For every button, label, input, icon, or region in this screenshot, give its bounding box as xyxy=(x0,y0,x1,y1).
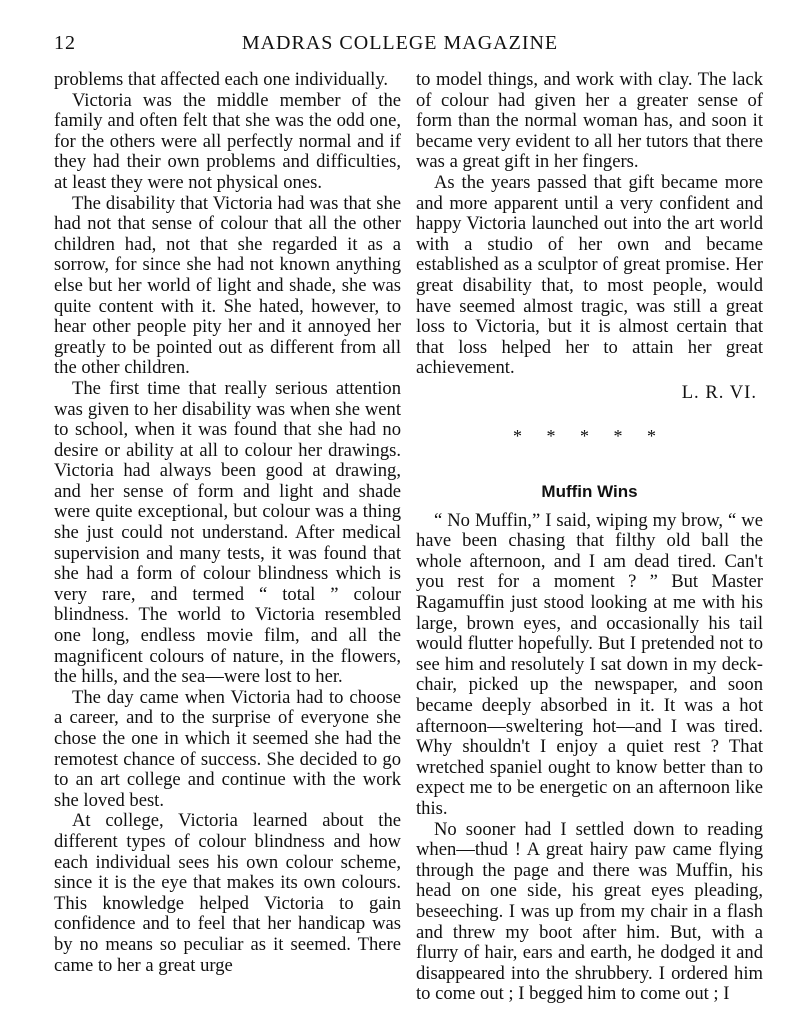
right-column xyxy=(416,70,763,1005)
section-separator: * * * * * xyxy=(513,425,666,446)
running-title: MADRAS COLLEGE MAGAZINE xyxy=(241,32,559,54)
paragraph: The day came when Victoria had to choose a career, and to the surprise of everyone she chose the one in which it seemed she had the remotest chance of success. She decided to go to an art college and continue with the work she loved best. xyxy=(54,686,401,811)
paragraph: The disability that Victoria had was that she had not that sense of colour that all the other children had, not that she regarded it as a sorrow, for since she had not known anything else but her world of light and shade, she was quite content with it. She hated, however, to hear other people pity her and it annoyed her greatly to be pointed out as different from all the other children. xyxy=(54,192,401,379)
paragraph: As the years passed that gift became more and more apparent until a very confident and happy Victoria launched out into the art world with a studio of her own and became established as a sculptor of great promise. Her great disability that, to most people, would have seemed almost tragic, was still a great loss to Victoria, but it is almost certain that that loss helped her to attain her great achievement. xyxy=(416,171,763,379)
paragraph: to model things, and work with clay. The lack of colour had given her a greater sense of form than the normal woman has, and soon it became very evident to all her tutors that there was a great gift in her fingers. xyxy=(416,69,763,173)
paragraph: Victoria was the middle member of the family and often felt that she was the odd one, for the others were all perfectly normal and if they had their own problems and difficulties, at least they were not physical ones. xyxy=(54,89,401,193)
paragraph: “ No Muffin,” I said, wiping my brow, “ we have been chasing that filthy old ball the whole afternoon, and I am dead tired. Can't you rest for a moment ? ” But Master Ragamuffin just stood looking at me with his large, brown eyes, and occasionally his tail would flutter hopefully. But I pretended not to see him and resolutely I sat down in my deck-chair, picked up the newspaper, and soon became deeply absorbed in it. It was a hot afternoon—sweltering hot—and I was tired. Why shouldn't I enjoy a quiet rest ? That wretched spaniel ought to know better than to expect me to be energetic on an afternoon like this. xyxy=(416,509,763,819)
paragraph: No sooner had I settled down to reading when—thud ! A great hairy paw came flying through the page and there was Muffin, his head on one side, his great eyes pleading, beseeching. I was up from my chair in a flash and threw my boot after him. But, with a flurry of hair, ears and earth, he dodged it and disappeared into the shrubbery. I ordered him to come out ; I begged him to come out ; I xyxy=(416,818,763,1005)
page-number: 12 xyxy=(54,32,76,54)
author-signature: L. R. VI. xyxy=(681,381,757,403)
paragraph: The first time that really serious attention was given to her disability was when she went to school, when it was found that she had no desire or ability at all to colour her drawings. Victoria had always been good at drawing, and her sense of form and light and shade were quite exceptional, but colour was a thing she just could not understand. After medical supervision and many tests, it was found that she had a form of colour blindness which is very rare, and termed “ total ” colour blindness. The world to Victoria resembled one long, endless movie film, and all the magnificent colours of nature, in the flowers, the hills, and the sea—were lost to her. xyxy=(54,377,401,688)
article-title: Muffin Wins xyxy=(541,482,638,502)
paragraph: At college, Victoria learned about the different types of colour blindness and how each individual sees his own colour scheme, since it is the eye that makes its own colours. This knowledge helped Victoria to gain confidence and to feel that her handicap was by no means so peculiar as it seemed. There came to her a great urge xyxy=(54,810,401,976)
page-header xyxy=(54,32,746,62)
left-column xyxy=(54,70,401,976)
paragraph: problems that affected each one individually. xyxy=(54,69,389,90)
